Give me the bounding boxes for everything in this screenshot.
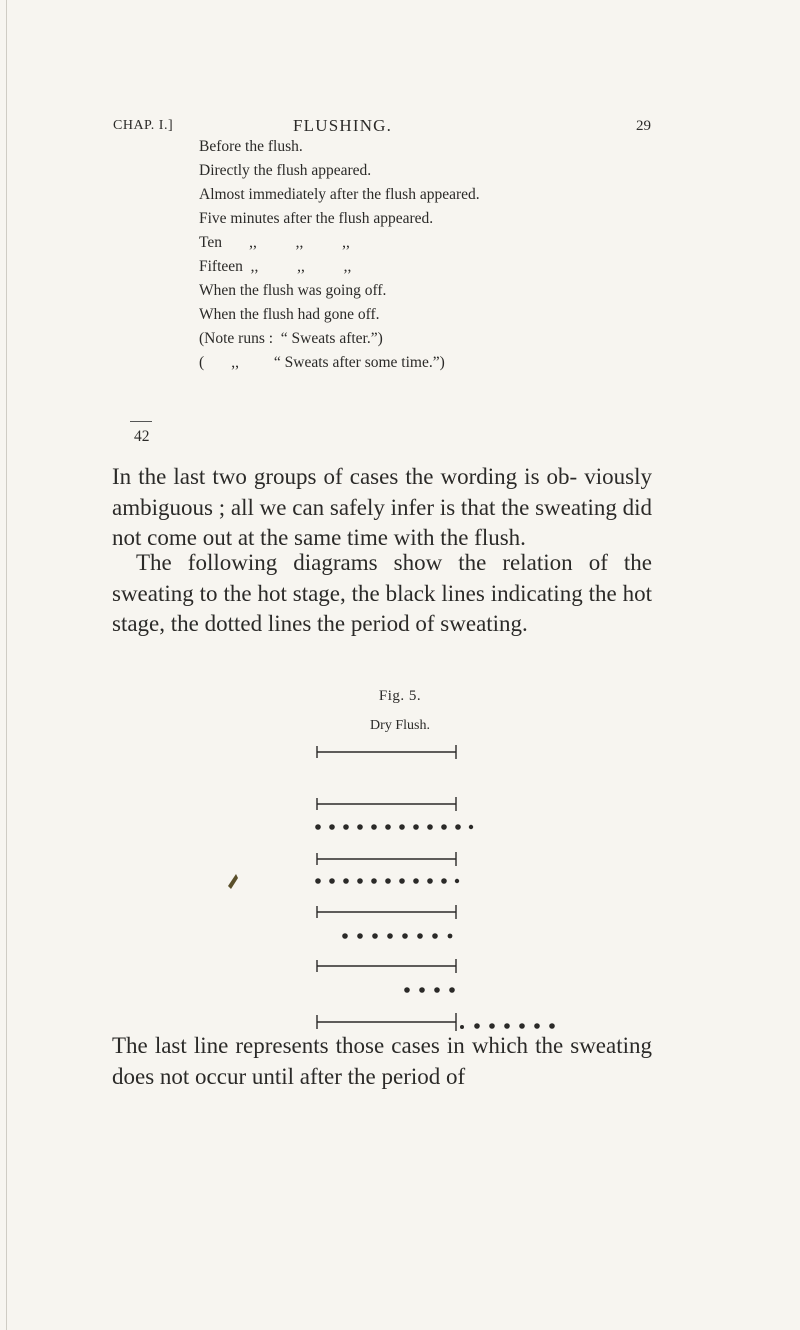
case-description: When the flush was going off.: [199, 282, 387, 299]
page-number: 29: [636, 118, 651, 134]
case-total: 42: [134, 428, 150, 445]
case-description: Five minutes after the flush appeared.: [199, 210, 434, 227]
case-description: Fifteen ,, ,, ,,: [199, 258, 352, 275]
page-title: FLUSHING.: [293, 116, 393, 135]
paragraph-text: The following diagrams show the relation of the sweating to the hot stage, the black lines indicating the hot stage, the dotted lines the period of sweating.: [112, 550, 652, 636]
hot-stage-line: [317, 745, 456, 759]
figure-subtitle: Dry Flush.: [370, 718, 430, 733]
case-description: Directly the flush appeared.: [199, 162, 372, 179]
hot-stage-line: [317, 959, 456, 973]
sweating-dotted-line: [342, 933, 452, 939]
case-description: When the flush had gone off.: [199, 306, 380, 323]
case-description: Almost immediately after the flush appeared.: [199, 186, 480, 203]
figure-title: Fig. 5.: [378, 688, 422, 704]
hot-stage-line: [317, 852, 456, 866]
sweating-dotted-line: [315, 824, 473, 830]
case-description: ( ,, “ Sweats after some time.”): [199, 354, 445, 371]
sweating-dotted-line: [460, 1023, 555, 1029]
hot-stage-line: [317, 905, 456, 919]
ink-mark: [228, 874, 238, 889]
hot-stage-line: [317, 1013, 456, 1031]
paragraph-text: The last line represents those cases in which the sweating does not occur until after the period of: [112, 1033, 652, 1089]
paragraph-last-line: [112, 1031, 652, 1092]
sweating-dotted-line: [315, 878, 459, 884]
case-description: Before the flush.: [199, 138, 303, 155]
case-description: Ten ,, ,, ,,: [199, 234, 350, 251]
chapter-label: CHAP. I.]: [113, 118, 174, 133]
hot-stage-line: [317, 797, 456, 811]
sweating-dotted-line: [404, 987, 455, 993]
paragraph-text: In the last two groups of cases the wording is ob- viously ambiguous ; all we can safely infer is that the sweating did not come out at the same time with the flush.: [112, 464, 652, 550]
case-description: (Note runs : “ Sweats after.”): [199, 330, 383, 347]
